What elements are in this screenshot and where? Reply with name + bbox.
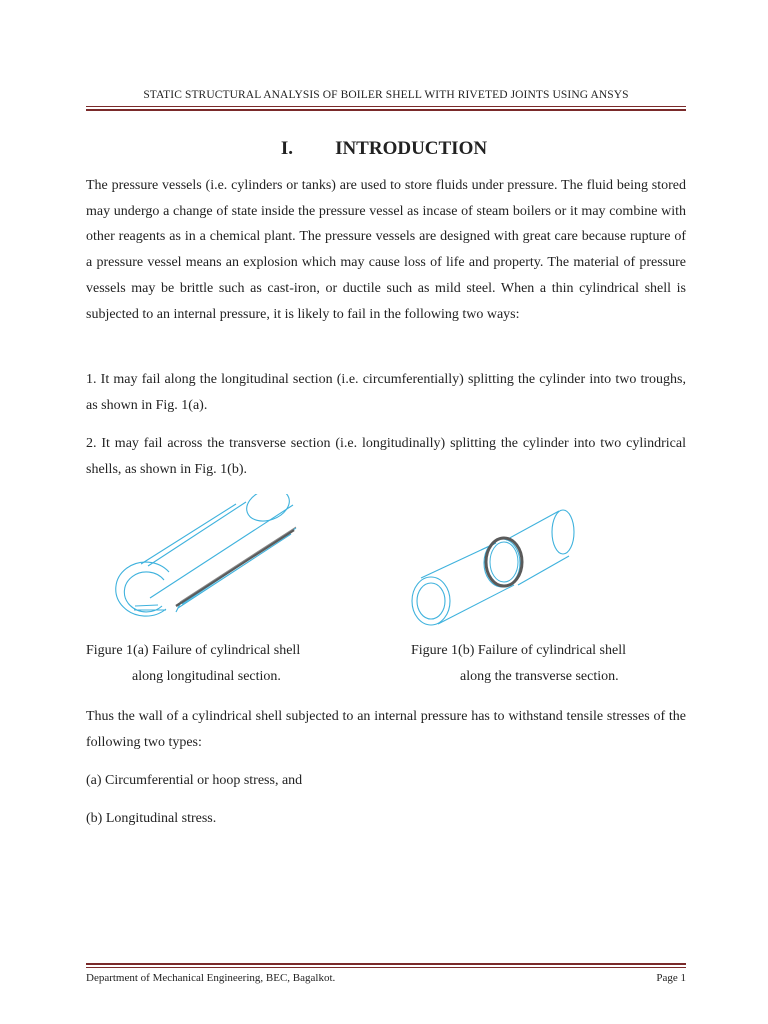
figure-area [86, 494, 686, 634]
running-header: STATIC STRUCTURAL ANALYSIS OF BOILER SHELL WITH RIVETED JOINTS USING ANSYS [143, 89, 629, 101]
footer-rule-thick [86, 963, 686, 965]
figure-1a-split-edge [180, 527, 296, 602]
section-number: I. [280, 138, 294, 159]
figure-1b-fracture-ring [486, 538, 522, 586]
paragraph-failure-2: 2. It may fail across the transverse section (i.e. longitudinally) splitting the cylinder into two cylindrical shells, as shown in Fig. 1(b). [86, 436, 686, 477]
header-rule-thin [86, 106, 686, 107]
footer-rule-thin [86, 967, 686, 968]
paragraph-stresses: Thus the wall of a cylindrical shell subjected to an internal pressure has to withstand tensile stresses of the following two types: [86, 709, 686, 750]
paragraph-intro: The pressure vessels (i.e. cylinders or tanks) are used to store fluids under pressure. The fluid being stored may undergo a change of state inside the pressure vessel as incase of steam boilers or it may combine with other reagents as in a chemical plant. The pressure vessels are designed with great care because rupture of a pressure vessel means an explosion which may cause loss of life and property. The material of pressure vessels may be brittle such as cast-iron, or ductile such as mild steel. When a thin cylindrical shell is subjected to an internal pressure, it is likely to fail in the following two ways: [86, 178, 686, 322]
figure-1b-caption-line1: Figure 1(b) Failure of cylindrical shell [411, 643, 626, 658]
figure-1a-split-cylinder [116, 494, 296, 616]
footer-department: Department of Mechanical Engineering, BEC, Bagalkot. [86, 972, 336, 984]
list-item-hoop-stress: (a) Circumferential or hoop stress, and [86, 773, 303, 788]
figure-1a-caption-line2: along longitudinal section. [132, 669, 281, 684]
figure-1b-separated-cylinder [412, 510, 574, 625]
paragraph-failure-1: 1. It may fail along the longitudinal section (i.e. circumferentially) splitting the cylinder into two troughs, as shown in Fig. 1(a). [86, 372, 686, 413]
figures-illustration [86, 494, 686, 634]
figure-1a-caption-line1: Figure 1(a) Failure of cylindrical shell [86, 643, 301, 658]
list-item-longitudinal-stress: (b) Longitudinal stress. [86, 811, 217, 826]
section-heading [0, 138, 768, 160]
figure-1a-split-line [176, 530, 294, 606]
figure-1b-fracture-inner [490, 542, 518, 582]
footer-page-number: Page 1 [656, 972, 686, 984]
header-rule-thick [86, 109, 686, 111]
figure-1b-caption-line2: along the transverse section. [460, 669, 619, 684]
section-title: INTRODUCTION [335, 138, 488, 159]
